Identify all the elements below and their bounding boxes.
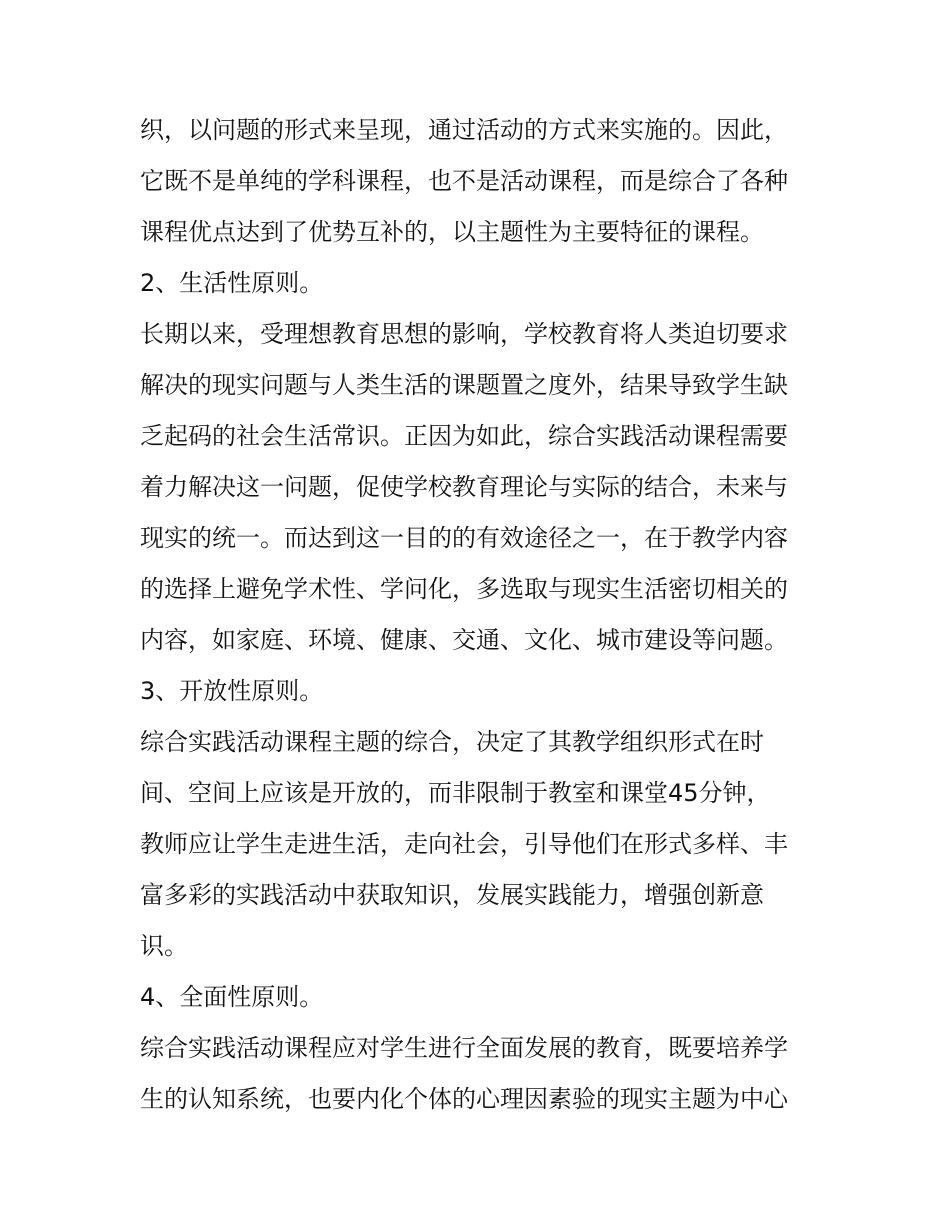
section-heading: 2、生活性原则。: [140, 269, 324, 297]
section-heading: 4、全面性原则。: [140, 983, 324, 1011]
text-line: 乏起码的社会生活常识。正因为如此，综合实践活动课程需要: [140, 422, 788, 450]
text-line: 长期以来，受理想教育思想的影响，学校教育将人类迫切要求: [140, 320, 788, 348]
text-line: 它既不是单纯的学科课程，也不是活动课程，而是综合了各种: [140, 167, 788, 195]
body-text: [140, 105, 820, 1125]
text-line: 织，以问题的形式来呈现，通过活动的方式来实施的。因此，: [140, 116, 788, 144]
text-line: 着力解决这一问题，促使学校教育理论与实际的结合，未来与: [140, 473, 788, 501]
text-line: 的选择上避免学术性、学问化，多选取与现实生活密切相关的: [140, 575, 788, 603]
text-line: 综合实践活动课程主题的综合，决定了其教学组织形式在时: [140, 728, 764, 756]
text-line: 教师应让学生走进生活，走向社会，引导他们在形式多样、丰: [140, 830, 788, 858]
text-line: 课程优点达到了优势互补的，以主题性为主要特征的课程。: [140, 218, 764, 246]
text-line: 识。: [140, 932, 188, 960]
section-heading: 3、开放性原则。: [140, 677, 324, 705]
text-line: 解决的现实问题与人类生活的课题置之度外，结果导致学生缺: [140, 371, 788, 399]
text-line: 现实的统一。而达到这一目的的有效途径之一，在于教学内容: [140, 524, 788, 552]
text-line: 内容，如家庭、环境、健康、交通、文化、城市建设等问题。: [140, 626, 788, 654]
text-line: 综合实践活动课程应对学生进行全面发展的教育，既要培养学: [140, 1034, 788, 1062]
text-line: 间、空间上应该是开放的，而非限制于教室和课堂45分钟，: [140, 779, 771, 807]
text-line: 生的认知系统，也要内化个体的心理因素验的现实主题为中心: [140, 1085, 788, 1113]
text-line: 富多彩的实践活动中获取知识，发展实践能力，增强创新意: [140, 881, 764, 909]
